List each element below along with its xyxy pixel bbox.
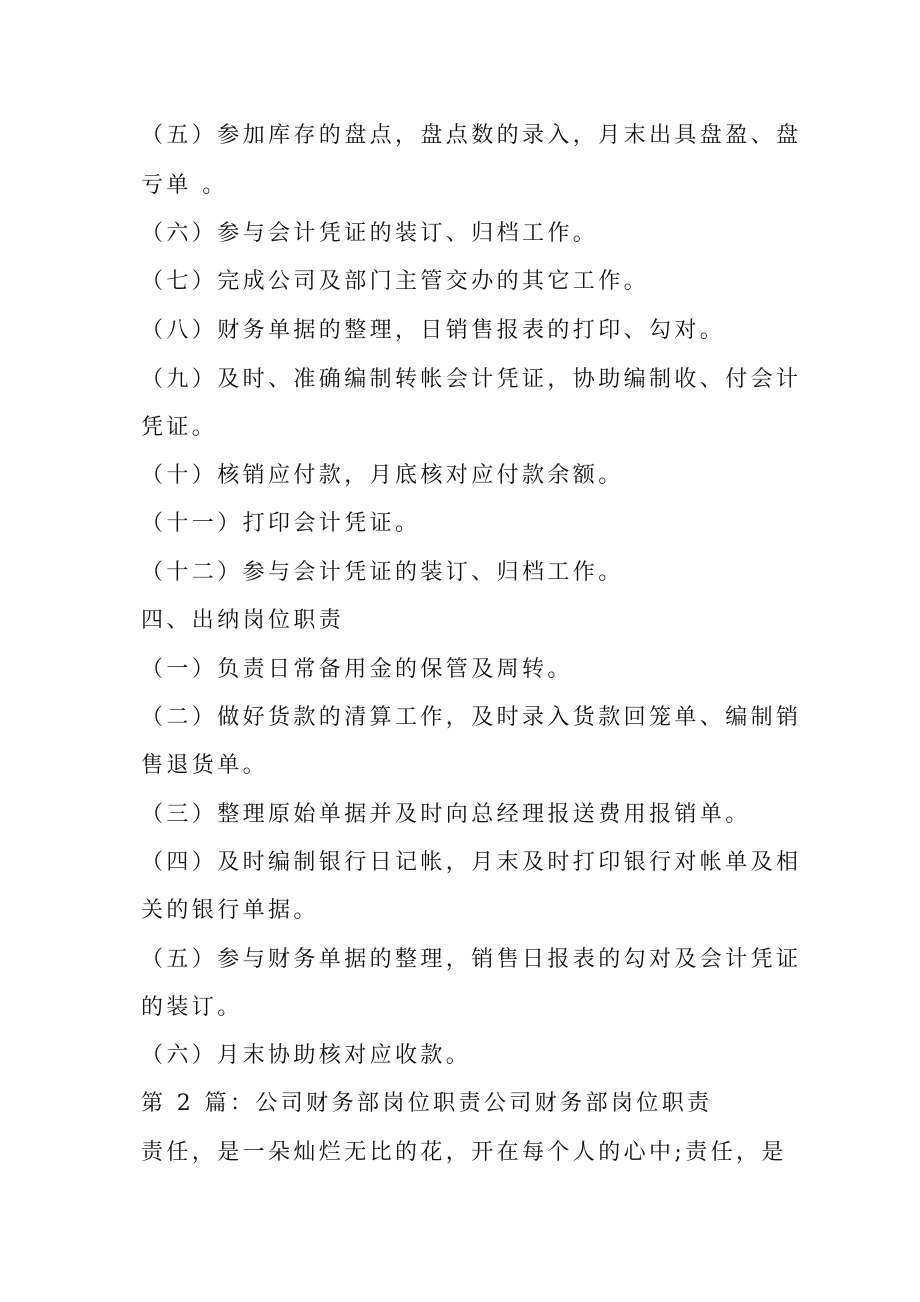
- text-line: （八）财务单据的整理，日销售报表的打印、勾对。: [141, 318, 726, 343]
- text-line: （一）负责日常备用金的保管及周转。: [141, 657, 573, 682]
- text-line: （九）及时、准确编制转帐会计凭证，协助编制收、付会计: [141, 367, 801, 392]
- text-line: （十二）参与会计凭证的装订、归档工作。: [141, 560, 624, 585]
- text-line: （四）及时编制银行日记帐，月末及时打印银行对帐单及相: [141, 850, 801, 875]
- text-line: （六）参与会计凭证的装订、归档工作。: [141, 221, 599, 246]
- text-line: （二）做好货款的清算工作，及时录入货款回笼单、编制销: [141, 705, 801, 730]
- text-line: （十一）打印会计凭证。: [141, 511, 421, 536]
- text-line: 关的银行单据。: [141, 898, 319, 923]
- text-line: 的装订。: [141, 995, 243, 1020]
- text-line: （七）完成公司及部门主管交办的其它工作。: [141, 269, 650, 294]
- text-line: 责任，是一朵灿烂无比的花，开在每个人的心中;责任，是: [141, 1140, 787, 1165]
- text-line: （三）整理原始单据并及时向总经理报送费用报销单。: [141, 802, 751, 827]
- chapter-heading: 第 2 篇：公司财务部岗位职责公司财务部岗位职责: [141, 1091, 713, 1116]
- text-line: （六）月末协助核对应收款。: [141, 1043, 472, 1068]
- text-line: 售退货单。: [141, 753, 269, 778]
- text-line: （五）参与财务单据的整理，销售日报表的勾对及会计凭证: [141, 947, 801, 972]
- text-line: 凭证。: [141, 415, 218, 440]
- text-line: （十）核销应付款，月底核对应付款余额。: [141, 463, 624, 488]
- section-heading: 四、出纳岗位职责: [141, 608, 345, 633]
- text-line: 亏单 。: [141, 173, 228, 198]
- text-line: （五）参加库存的盘点，盘点数的录入，月末出具盘盈、盘: [141, 123, 801, 148]
